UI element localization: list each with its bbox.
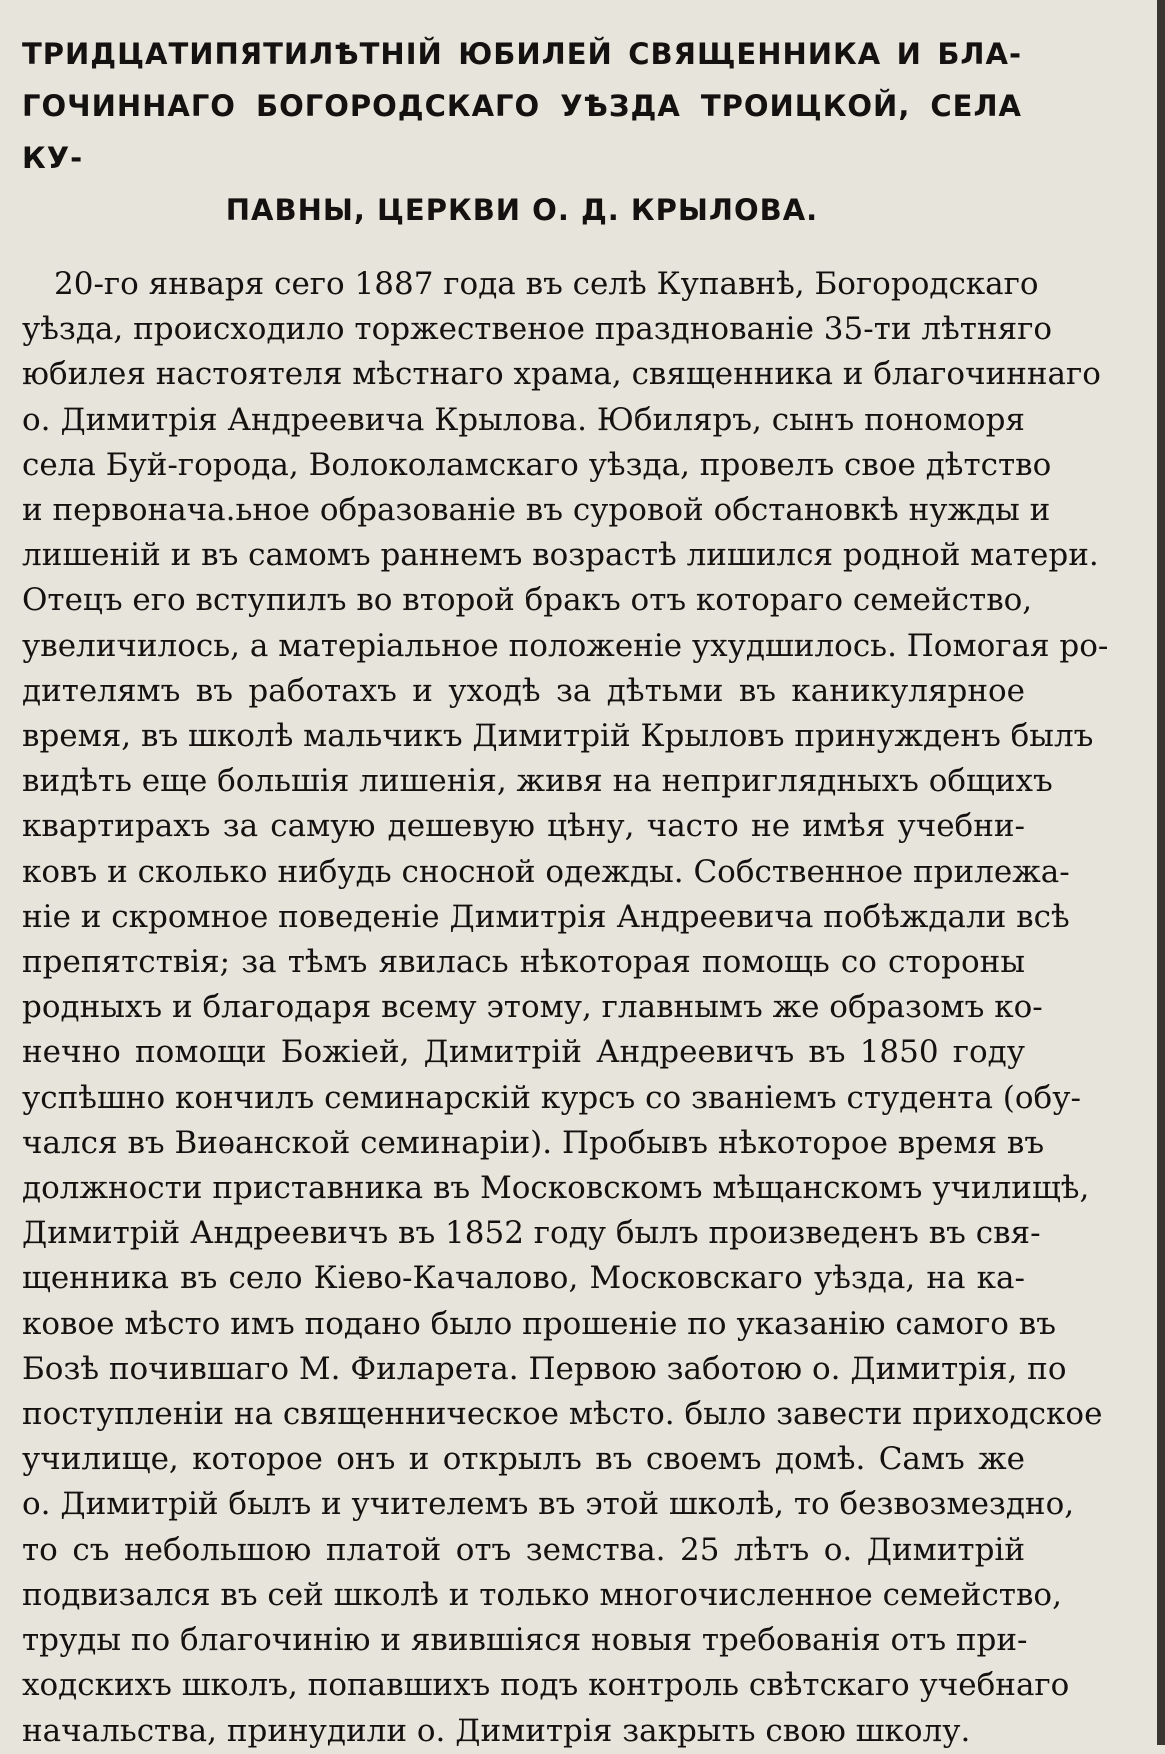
body-line: поступленіи на священническое мѣсто. было завести приходское bbox=[22, 1396, 1103, 1433]
body-line: ніе и скромное поведеніе Димитрія Андреевича побѣждали всѣ bbox=[22, 898, 1070, 935]
body-line: видѣть еще большія лишенія, живя на неприглядныхъ общихъ bbox=[22, 763, 1053, 800]
title-line-1: ТРИДЦАТИПЯТИЛѢТНІЙ ЮБИЛЕЙ СВЯЩЕННИКА И БЛА- bbox=[22, 37, 1022, 71]
body-line: щенника въ село Кіево-Качалово, Московскаго уѣзда, на ка- bbox=[22, 1260, 1025, 1297]
body-line: села Буй-города, Волоколамскаго уѣзда, провелъ свое дѣтство bbox=[22, 446, 1052, 483]
article-title bbox=[22, 28, 1022, 236]
article-body bbox=[22, 262, 1109, 1754]
body-line: 20-го января сего 1887 года въ селѣ Купавнѣ, Богородскаго bbox=[54, 266, 1039, 302]
body-line: ходскихъ школъ, попавшихъ подъ контроль свѣтскаго учебнаго bbox=[22, 1667, 1070, 1704]
body-line: то съ небольшою платой отъ земства. 25 лѣтъ о. Димитрій bbox=[22, 1531, 1025, 1568]
body-line: Димитрій Андреевичъ въ 1852 году былъ произведенъ въ свя- bbox=[22, 1215, 1041, 1252]
body-line: училище, которое онъ и открылъ въ своемъ домѣ. Самъ же bbox=[22, 1441, 1025, 1478]
body-line: о. Димитрія Андреевича Крылова. Юбиляръ, сынъ пономоря bbox=[22, 401, 1025, 438]
body-line: ковое мѣсто имъ подано было прошеніе по указанію самого въ bbox=[22, 1305, 1056, 1342]
body-line: дителямъ въ работахъ и уходѣ за дѣтьми въ каникулярное bbox=[22, 672, 1025, 709]
title-line-2: ГОЧИННАГО БОГОРОДСКАГО УѢЗДА ТРОИЦКОЙ, СЕЛА КУ- bbox=[22, 89, 1022, 175]
body-line: ковъ и сколько нибудь сносной одежды. Собственное прилежа- bbox=[22, 853, 1070, 890]
body-line: юбилея настоятеля мѣстнаго храма, священника и благочиннаго bbox=[22, 356, 1101, 393]
body-line: и первонача.ьное образованіе въ суровой обстановкѣ нужды и bbox=[22, 492, 1051, 529]
body-line: время, въ школѣ мальчикъ Димитрій Крыловъ принужденъ былъ bbox=[22, 718, 1094, 755]
body-line: о. Димитрій былъ и учителемъ въ этой школѣ, то безвозмездно, bbox=[22, 1486, 1075, 1523]
body-line: препятствія; за тѣмъ явилась нѣкоторая помощь со стороны bbox=[22, 944, 1025, 981]
body-line: родныхъ и благодаря всему этому, главнымъ же образомъ ко- bbox=[22, 989, 1043, 1026]
body-line: уѣзда, происходило торжественое празднованіе 35-ти лѣтняго bbox=[22, 311, 1053, 348]
body-line: чался въ Виѳанской семинаріи). Пробывъ нѣкоторое время въ bbox=[22, 1124, 1045, 1161]
body-line: успѣшно кончилъ семинарскій курсъ со званіемъ студента (обу- bbox=[22, 1079, 1081, 1116]
body-line: Отецъ его вступилъ во второй бракъ отъ котораго семейство, bbox=[22, 582, 1033, 619]
body-line: лишеній и въ самомъ раннемъ возрастѣ лишился родной матери. bbox=[22, 537, 1099, 574]
body-line: подвизался въ сей школѣ и только многочисленное семейство, bbox=[22, 1576, 1062, 1613]
body-line: Бозѣ почившаго М. Филарета. Первою заботою о. Димитрія, по bbox=[22, 1350, 1067, 1387]
body-line: квартирахъ за самую дешевую цѣну, часто не имѣя учебни- bbox=[22, 808, 1025, 845]
body-line: труды по благочинію и явившіяся новыя требованія отъ при- bbox=[22, 1622, 1028, 1659]
page-edge-shadow bbox=[1157, 0, 1165, 1745]
body-line: должности приставника въ Московскомъ мѣщанскомъ училищѣ, bbox=[22, 1170, 1090, 1207]
body-line: увеличилось, а матеріальное положеніе ухудшилось. Помогая ро- bbox=[22, 627, 1109, 664]
body-line: нечно помощи Божіей, Димитрій Андреевичъ въ 1850 году bbox=[22, 1034, 1025, 1071]
title-line-3: ПАВНЫ, ЦЕРКВИ О. Д. КРЫЛОВА. bbox=[225, 193, 819, 227]
body-line: начальства, принудили о. Димитрія закрыть свою школу. bbox=[22, 1712, 971, 1749]
